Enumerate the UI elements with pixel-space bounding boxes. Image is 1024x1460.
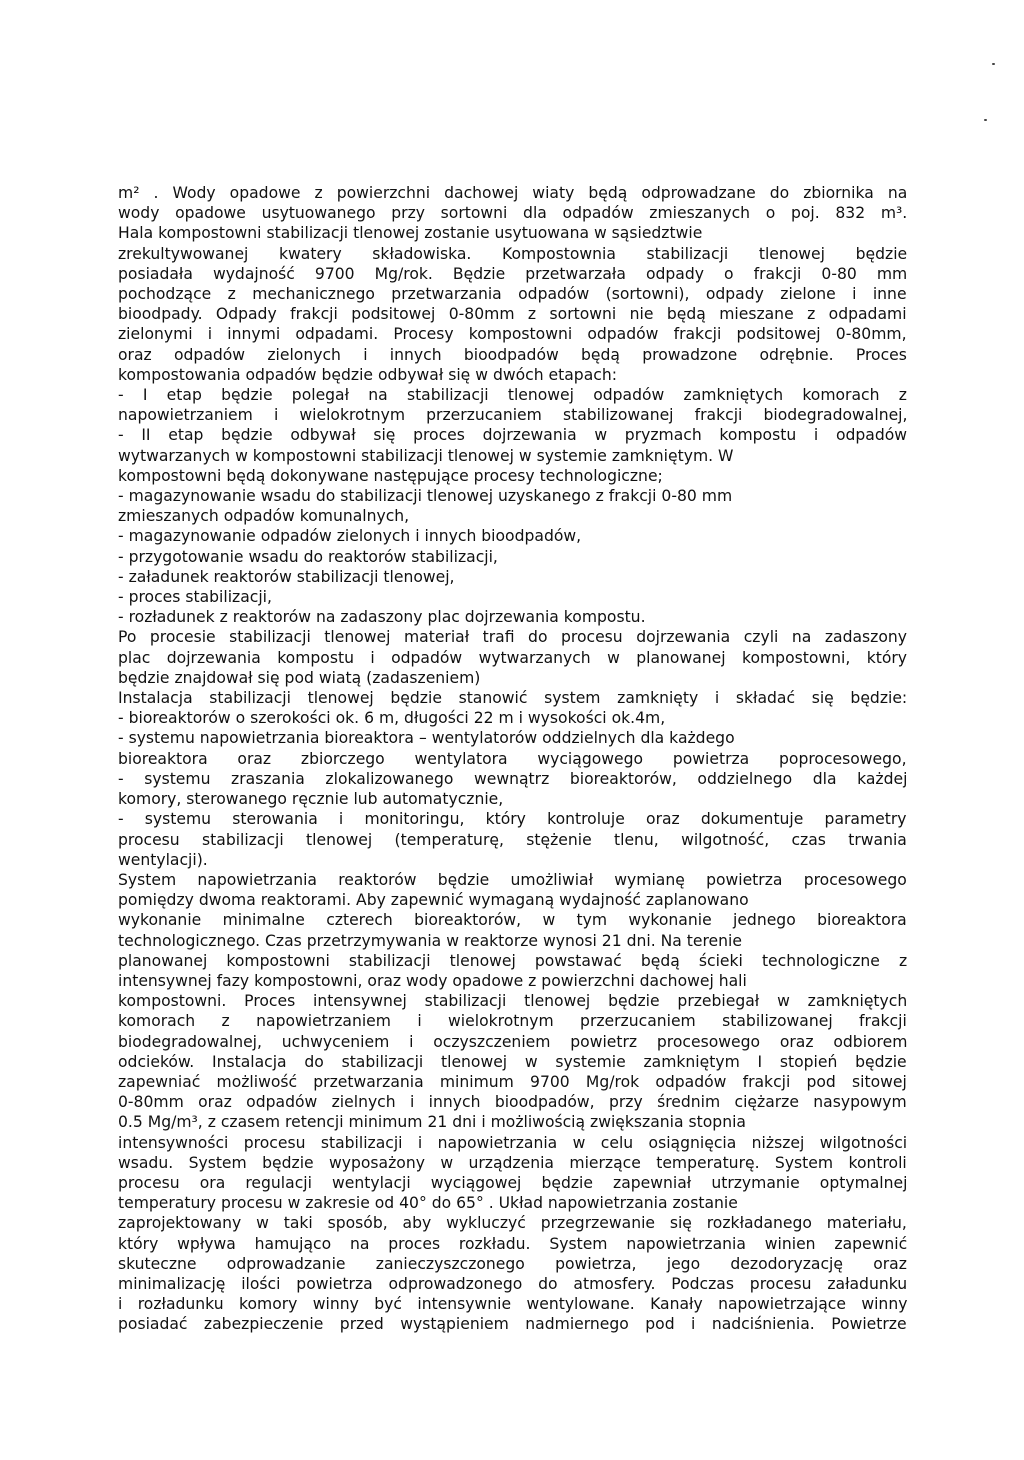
text-line: - załadunek reaktorów stabilizacji tlenowej, bbox=[118, 567, 455, 586]
text-line: Po procesie stabilizacji tlenowej materiał trafi do procesu dojrzewania czyli na zadaszony bbox=[118, 628, 907, 647]
text-line: bioreaktora oraz zbiorczego wentylatora wyciągowego powietrza poprocesowego, bbox=[118, 749, 907, 768]
text-line: 0.5 Mg/m³, z czasem retencji minimum 21 dni i możliwością zwiększania stopnia bbox=[118, 1113, 746, 1132]
text-line: - I etap będzie polegał na stabilizacji tlenowej odpadów zamkniętych komorach z bbox=[118, 386, 907, 405]
text-line: intensywnej fazy kompostowni, oraz wody opadowe z powierzchni dachowej hali bbox=[118, 971, 747, 990]
text-line: kompostowni będą dokonywane następujące procesy technologiczne; bbox=[118, 466, 663, 485]
text-line: procesu ora regulacji wentylacji wyciągowej będzie zapewniał utrzymanie optymalnej bbox=[118, 1173, 908, 1192]
text-line: m² . Wody opadowe z powierzchni dachowej wiaty będą odprowadzane do zbiornika na bbox=[118, 184, 908, 202]
text-line: minimalizację ilości powietrza odprowadzonego do atmosfery. Podczas procesu załadunku bbox=[118, 1274, 908, 1293]
text-line: skuteczne odprowadzanie zanieczyszczonego powietrza, jego dezodoryzację oraz bbox=[118, 1254, 907, 1273]
text-line: temperatury procesu w zakresie od 40° do 65° . Układ napowietrzania zostanie bbox=[118, 1194, 738, 1213]
text-line: - systemu napowietrzania bioreaktora – wentylatorów oddzielnych dla każdego bbox=[118, 729, 735, 748]
text-line: wody opadowe usytuowanego przy sortowni dla odpadów zmieszanych o poj. 832 m³. bbox=[118, 204, 908, 223]
text-line: zapewniać możliwość przetwarzania minimum 9700 Mg/rok odpadów frakcji pod sitowej bbox=[118, 1072, 907, 1091]
text-line: - II etap będzie odbywał się proces dojrzewania w pryzmach kompostu i odpadów bbox=[118, 426, 908, 445]
text-line: wsadu. System będzie wyposażony w urządzenia mierzące temperaturę. System kontroli bbox=[118, 1153, 907, 1172]
text-line: i rozładunku komory winny być intensywnie wentylowane. Kanały napowietrzające winny bbox=[118, 1295, 908, 1314]
text-line: posiadała wydajność 9700 Mg/rok. Będzie przetwarzała odpady o frakcji 0-80 mm bbox=[118, 264, 908, 283]
text-line: wytwarzanych w kompostowni stabilizacji tlenowej w systemie zamkniętym. W bbox=[118, 446, 734, 465]
text-line: System napowietrzania reaktorów będzie umożliwiał wymianę powietrza procesowego bbox=[118, 870, 907, 889]
text-line: - rozładunek z reaktorów na zadaszony plac dojrzewania kompostu. bbox=[118, 608, 646, 627]
text-line: - systemu sterowania i monitoringu, który kontroluje oraz dokumentuje parametry bbox=[118, 810, 907, 829]
text-line: procesu stabilizacji tlenowej (temperaturę, stężenie tlenu, wilgotność, czas trwania bbox=[118, 830, 907, 849]
text-line: zmieszanych odpadów komunalnych, bbox=[118, 507, 410, 526]
text-line: będzie znajdował się pod wiatą (zadaszeniem) bbox=[118, 668, 481, 687]
text-line: pochodzące z mechanicznego przetwarzania odpadów (sortowni), odpady zielone i inne bbox=[118, 285, 907, 304]
text-line: posiadać zabezpieczenie przed wystąpieniem nadmiernego pod i nadciśnienia. Powietrze bbox=[118, 1315, 907, 1334]
document-body bbox=[118, 183, 907, 1335]
text-line: - proces stabilizacji, bbox=[118, 588, 272, 607]
text-line: - magazynowanie wsadu do stabilizacji tlenowej uzyskanego z frakcji 0-80 mm bbox=[118, 487, 733, 506]
text-line: biodegradowalnej, uchwyceniem i oczyszczeniem powietrz procesowego oraz odbiorem bbox=[118, 1032, 908, 1051]
scan-speck bbox=[984, 119, 987, 121]
text-line: kompostowania odpadów będzie odbywał się w dwóch etapach: bbox=[118, 365, 617, 384]
text-line: komory, sterowanego ręcznie lub automatycznie, bbox=[118, 790, 504, 809]
text-line: zielonymi i innymi odpadami. Procesy kompostowni odpadów frakcji podsitowej 0-80mm, bbox=[118, 325, 907, 344]
text-line: zrekultywowanej kwatery składowiska. Kompostownia stabilizacji tlenowej będzie bbox=[118, 244, 908, 263]
text-line: zaprojektowany w taki sposób, aby wykluczyć przegrzewanie się rozkładanego materiału, bbox=[118, 1214, 907, 1233]
scan-speck bbox=[992, 63, 995, 65]
text-line: - przygotowanie wsadu do reaktorów stabilizacji, bbox=[118, 547, 498, 566]
text-line: odcieków. Instalacja do stabilizacji tlenowej w systemie zamkniętym I stopień będzie bbox=[118, 1052, 907, 1071]
text-line: pomiędzy dwoma reaktorami. Aby zapewnić wymaganą wydajność zaplanowano bbox=[118, 891, 749, 910]
text-line: 0-80mm oraz odpadów zielnych i innych bioodpadów, przy średnim ciężarze nasypowym bbox=[118, 1093, 907, 1112]
text-line: bioodpady. Odpady frakcji podsitowej 0-80mm z sortowni nie będą mieszane z odpadami bbox=[118, 305, 907, 324]
text-line: plac dojrzewania kompostu i odpadów wytwarzanych w planowanej kompostowni, który bbox=[118, 648, 908, 667]
text-line: intensywności procesu stabilizacji i napowietrzania w celu osiągnięcia niższej wilgotności bbox=[118, 1133, 908, 1152]
text-line: Hala kompostowni stabilizacji tlenowej zostanie usytuowana w sąsiedztwie bbox=[118, 224, 703, 243]
text-line: wykonanie minimalne czterech bioreaktorów, w tym wykonanie jednego bioreaktora bbox=[118, 911, 907, 930]
text-line: napowietrzaniem i wielokrotnym przerzucaniem stabilizowanej frakcji biodegradowalnej, bbox=[118, 406, 908, 425]
text-line: - bioreaktorów o szerokości ok. 6 m, długości 22 m i wysokości ok.4m, bbox=[118, 709, 666, 728]
text-line: technologicznego. Czas przetrzymywania w reaktorze wynosi 21 dni. Na terenie bbox=[118, 931, 742, 950]
text-line: Instalacja stabilizacji tlenowej będzie stanowić system zamknięty i składać się będzie: bbox=[118, 689, 908, 708]
text-line: - systemu zraszania zlokalizowanego wewnątrz bioreaktorów, oddzielnego dla każdej bbox=[118, 769, 908, 788]
text-line: wentylacji). bbox=[118, 850, 208, 869]
text-line: planowanej kompostowni stabilizacji tlenowej powstawać będą ścieki technologiczne z bbox=[118, 951, 908, 970]
text-line: oraz odpadów zielonych i innych bioodpadów będą prowadzone odrębnie. Proces bbox=[118, 345, 907, 364]
text-line: który wpływa hamująco na proces rozkładu. System napowietrzania winien zapewnić bbox=[118, 1234, 908, 1253]
text-line: - magazynowanie odpadów zielonych i innych bioodpadów, bbox=[118, 527, 582, 546]
text-line: kompostowni. Proces intensywnej stabilizacji tlenowej będzie przebiegał w zamkniętych bbox=[118, 992, 908, 1011]
text-line: komorach z napowietrzaniem i wielokrotnym przerzucaniem stabilizowanej frakcji bbox=[118, 1012, 907, 1031]
